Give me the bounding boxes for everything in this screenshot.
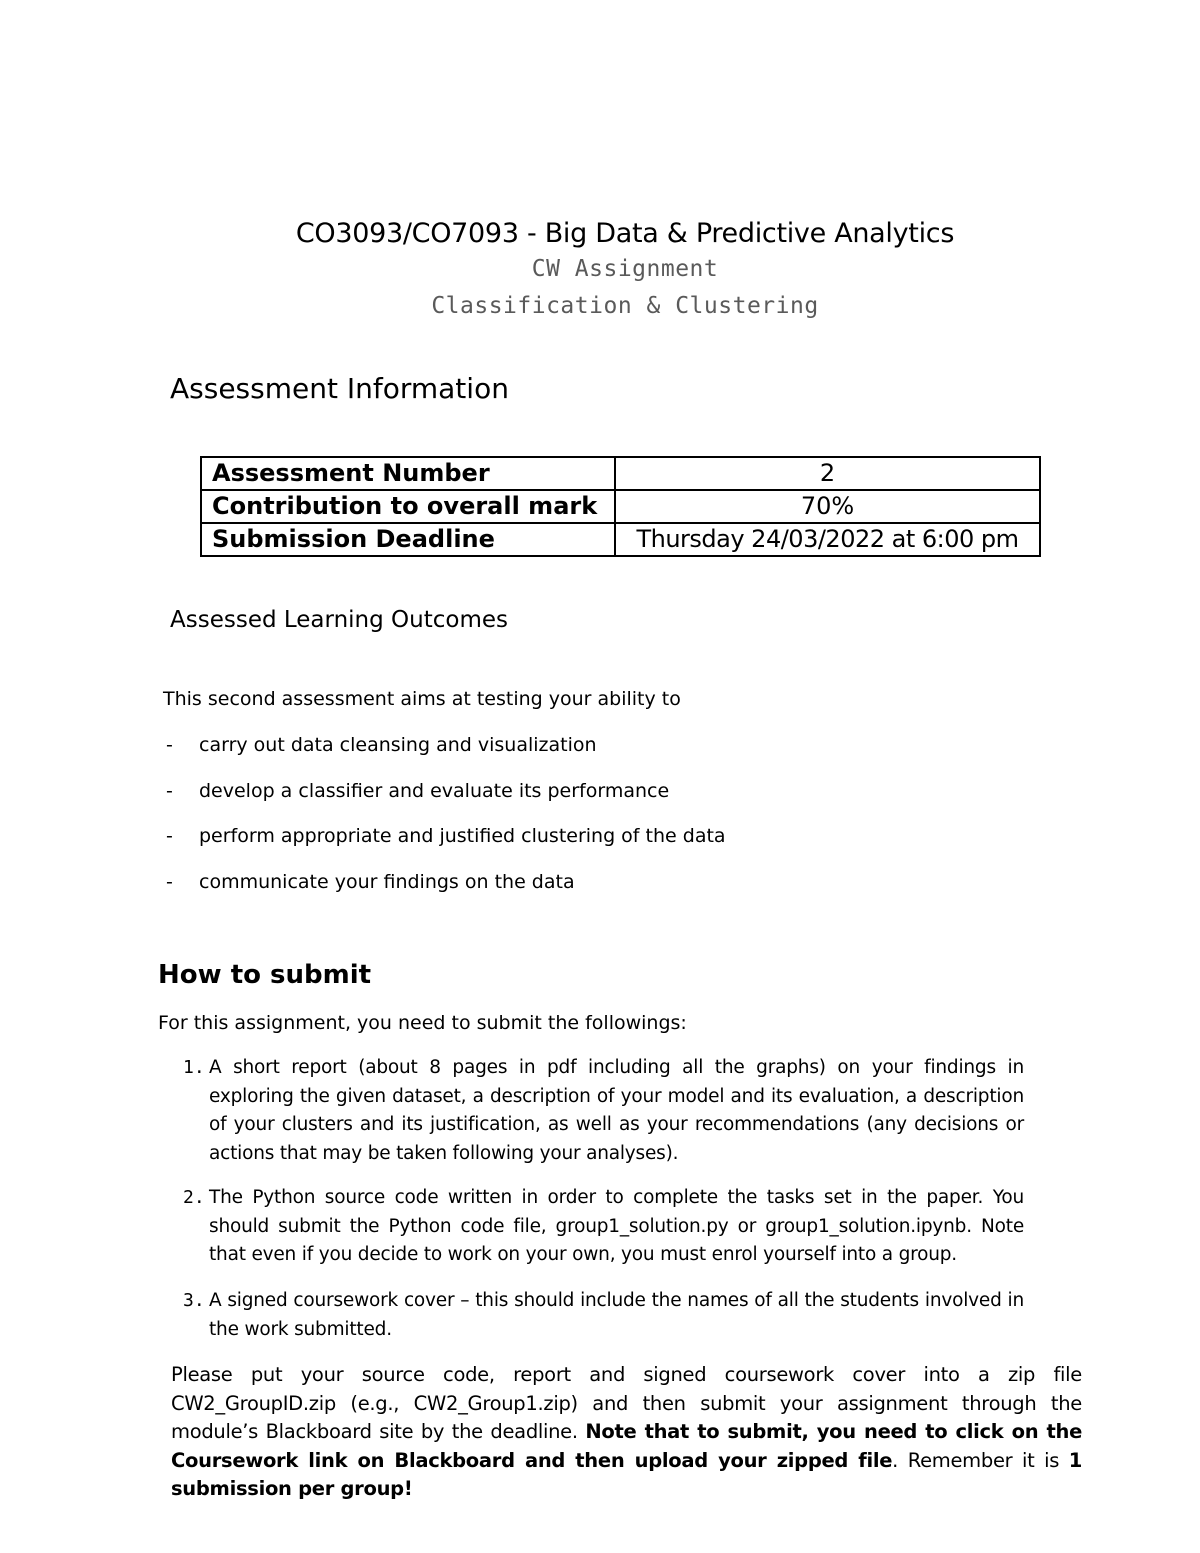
- submission-instructions-end: !: [403, 1477, 413, 1500]
- table-value-cell: Thursday 24/03/2022 at 6:00 pm: [615, 523, 1040, 556]
- table-label-cell: Submission Deadline: [201, 523, 615, 556]
- table-row: [201, 490, 1040, 523]
- submission-instructions-bold: Note that to submit, you need to click on the Coursework link on Blackboard and then upload your zipped file: [171, 1420, 1083, 1472]
- list-item: perform appropriate and justified clustering of the data: [199, 825, 726, 847]
- submission-item: A signed coursework cover – this should include the names of all the students involved in the work submitted.: [209, 1290, 1024, 1340]
- assessment-information-heading: Assessment Information: [170, 372, 509, 405]
- table-value-cell: 70%: [615, 490, 1040, 523]
- list-item: carry out data cleansing and visualization: [199, 734, 597, 756]
- learning-outcomes-heading: Assessed Learning Outcomes: [170, 607, 508, 633]
- bullet-dash: -: [166, 780, 173, 802]
- list-number: 1.: [183, 1057, 205, 1078]
- table-row: [201, 523, 1040, 556]
- table-label-cell: Assessment Number: [201, 457, 615, 490]
- document-subtitle-topic: Classification & Clustering: [431, 293, 819, 319]
- table-label-cell: Contribution to overall mark: [201, 490, 615, 523]
- bullet-dash: -: [166, 871, 173, 893]
- submission-instructions-text: . Remember it is: [892, 1448, 1069, 1472]
- how-to-submit-heading: How to submit: [158, 960, 372, 990]
- submission-instructions-text: Please put your source code, report and signed coursework cover into a zip file CW2_GroupID.zip (e.g., CW2_Group1.zip) and then submit your assignment through the module’s Blackboard site by the deadline.: [171, 1363, 1082, 1443]
- how-to-submit-intro: For this assignment, you need to submit the followings:: [158, 1012, 687, 1034]
- list-number: 2.: [183, 1187, 205, 1208]
- bullet-dash: -: [166, 825, 173, 847]
- document-subtitle-assignment: CW Assignment: [531, 256, 719, 282]
- document-title: CO3093/CO7093 - Big Data & Predictive Analytics: [295, 218, 955, 249]
- list-number: 3.: [183, 1290, 205, 1311]
- list-item: develop a classifier and evaluate its performance: [199, 780, 670, 802]
- table-row: [201, 457, 1040, 490]
- bullet-dash: -: [166, 734, 173, 756]
- submission-instructions: [171, 1361, 1082, 1504]
- submission-item: A short report (about 8 pages in pdf including all the graphs) on your findings in exploring the given dataset, a description of your model and its evaluation, a description of your clusters and its justification, as well as your recommendations (any decisions or actions that may be taken following your analyses).: [209, 1057, 1024, 1164]
- submission-item: The Python source code written in order to complete the tasks set in the paper. You should submit the Python code file, group1_solution.py or group1_solution.ipynb. Note that even if you decide to work on your own, you must enrol yourself into a group.: [209, 1187, 1024, 1265]
- learning-outcomes-intro: This second assessment aims at testing your ability to: [163, 688, 681, 710]
- table-value-cell: 2: [615, 457, 1040, 490]
- list-item: communicate your findings on the data: [199, 871, 575, 893]
- assessment-info-table: [200, 456, 1041, 557]
- submission-per-group-bold: 1 submission per group: [171, 1448, 1082, 1500]
